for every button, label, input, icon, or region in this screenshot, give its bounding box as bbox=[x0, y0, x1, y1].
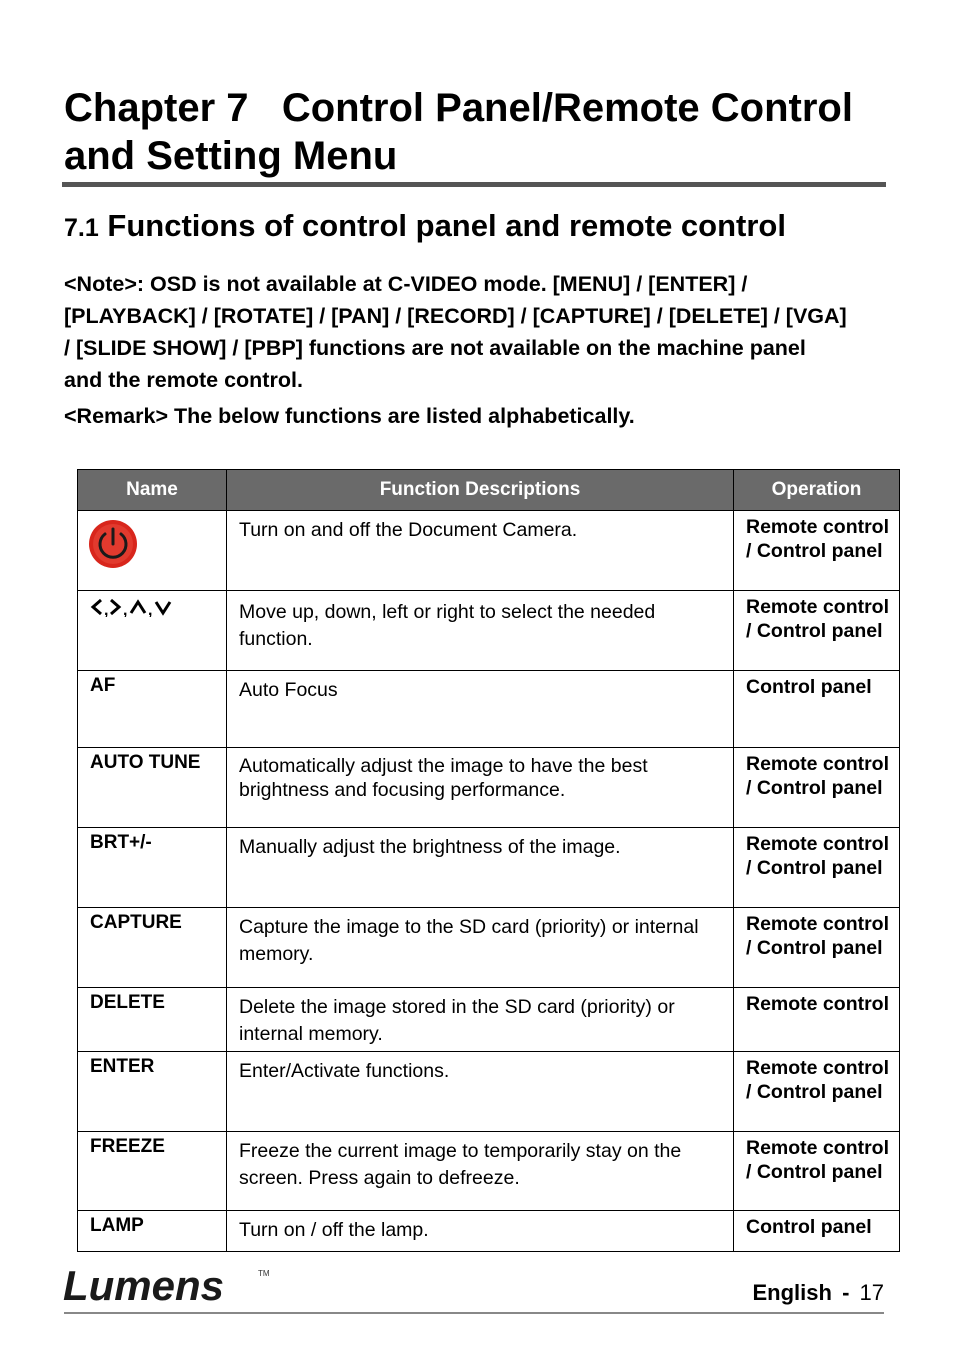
row-description: Manually adjust the brightness of the image. bbox=[227, 828, 734, 908]
page-footer bbox=[752, 1280, 884, 1306]
chapter-title bbox=[64, 84, 894, 180]
row-description: Turn on and off the Document Camera. bbox=[227, 511, 734, 591]
footer-language: English bbox=[752, 1280, 832, 1305]
table-row bbox=[78, 1052, 900, 1132]
svg-text:,: , bbox=[148, 602, 153, 617]
row-name: ENTER bbox=[78, 1052, 227, 1132]
row-description: Capture the image to the SD card (priority) or internal memory. bbox=[227, 908, 734, 988]
section-number: 7.1 bbox=[64, 214, 99, 242]
table-row bbox=[78, 671, 900, 748]
table-row bbox=[78, 988, 900, 1052]
table-row bbox=[78, 748, 900, 828]
note-line: and the remote control. bbox=[64, 368, 303, 392]
table-row bbox=[78, 908, 900, 988]
row-operation: Remote control / Control panel bbox=[734, 748, 900, 828]
note-line: <Note>: OSD is not available at C-VIDEO mode. [MENU] / [ENTER] / bbox=[64, 272, 748, 296]
arrow-up-icon bbox=[131, 602, 145, 613]
row-operation: Remote control bbox=[734, 988, 900, 1052]
page-number: 17 bbox=[859, 1280, 884, 1305]
footer-divider bbox=[64, 1312, 884, 1314]
note-paragraph bbox=[64, 268, 899, 396]
power-icon bbox=[88, 519, 138, 569]
svg-text:,: , bbox=[104, 602, 109, 617]
table-row bbox=[78, 591, 900, 671]
row-name: FREEZE bbox=[78, 1132, 227, 1211]
row-operation: Control panel bbox=[734, 671, 900, 748]
chapter-divider bbox=[62, 182, 886, 187]
svg-text:,: , bbox=[123, 602, 128, 617]
row-description: Move up, down, left or right to select the needed function. bbox=[227, 591, 734, 671]
header-description: Function Descriptions bbox=[227, 470, 734, 511]
header-operation: Operation bbox=[734, 470, 900, 511]
functions-table bbox=[77, 469, 900, 1252]
row-name bbox=[78, 591, 227, 671]
logo-text: Lumens bbox=[63, 1266, 225, 1308]
note-line: [PLAYBACK] / [ROTATE] / [PAN] / [RECORD] / [CAPTURE] / [DELETE] / [VGA] bbox=[64, 304, 847, 328]
arrow-right-icon bbox=[111, 600, 119, 614]
trademark-mark: TM bbox=[258, 1269, 270, 1278]
header-name: Name bbox=[78, 470, 227, 511]
row-operation: Control panel bbox=[734, 1211, 900, 1252]
row-name: AF bbox=[78, 671, 227, 748]
note-line: / [SLIDE SHOW] / [PBP] functions are not available on the machine panel bbox=[64, 336, 806, 360]
table-row bbox=[78, 1211, 900, 1252]
chapter-title-line-2: and Setting Menu bbox=[64, 134, 398, 178]
table-header-row bbox=[78, 470, 900, 511]
row-operation: Remote control / Control panel bbox=[734, 511, 900, 591]
table-row bbox=[78, 1132, 900, 1211]
row-name: CAPTURE bbox=[78, 908, 227, 988]
chapter-title-line-1: Chapter 7 Control Panel/Remote Control bbox=[64, 86, 853, 130]
row-description: Turn on / off the lamp. bbox=[227, 1211, 734, 1252]
row-name: DELETE bbox=[78, 988, 227, 1052]
footer-separator: - bbox=[842, 1280, 850, 1305]
table-row bbox=[78, 511, 900, 591]
row-description: Enter/Activate functions. bbox=[227, 1052, 734, 1132]
row-description: Auto Focus bbox=[227, 671, 734, 748]
arrow-down-icon bbox=[156, 602, 170, 613]
table-row bbox=[78, 828, 900, 908]
row-operation: Remote control / Control panel bbox=[734, 1132, 900, 1211]
row-description: Automatically adjust the image to have the best brightness and focusing performance. bbox=[227, 748, 734, 828]
remark-paragraph: <Remark> The below functions are listed alphabetically. bbox=[64, 404, 635, 428]
row-name: AUTO TUNE bbox=[78, 748, 227, 828]
row-operation: Remote control / Control panel bbox=[734, 828, 900, 908]
row-name bbox=[78, 511, 227, 591]
arrow-left-icon bbox=[93, 600, 101, 614]
section-title bbox=[64, 206, 786, 248]
row-description: Delete the image stored in the SD card (priority) or internal memory. bbox=[227, 988, 734, 1052]
row-operation: Remote control / Control panel bbox=[734, 591, 900, 671]
row-operation: Remote control / Control panel bbox=[734, 908, 900, 988]
row-description: Freeze the current image to temporarily stay on the screen. Press again to defreeze. bbox=[227, 1132, 734, 1211]
section-title-text: Functions of control panel and remote control bbox=[107, 208, 786, 243]
row-name: LAMP bbox=[78, 1211, 227, 1252]
row-name: BRT+/- bbox=[78, 828, 227, 908]
direction-arrows-icons bbox=[90, 597, 180, 617]
lumens-logo bbox=[63, 1266, 273, 1313]
row-operation: Remote control / Control panel bbox=[734, 1052, 900, 1132]
